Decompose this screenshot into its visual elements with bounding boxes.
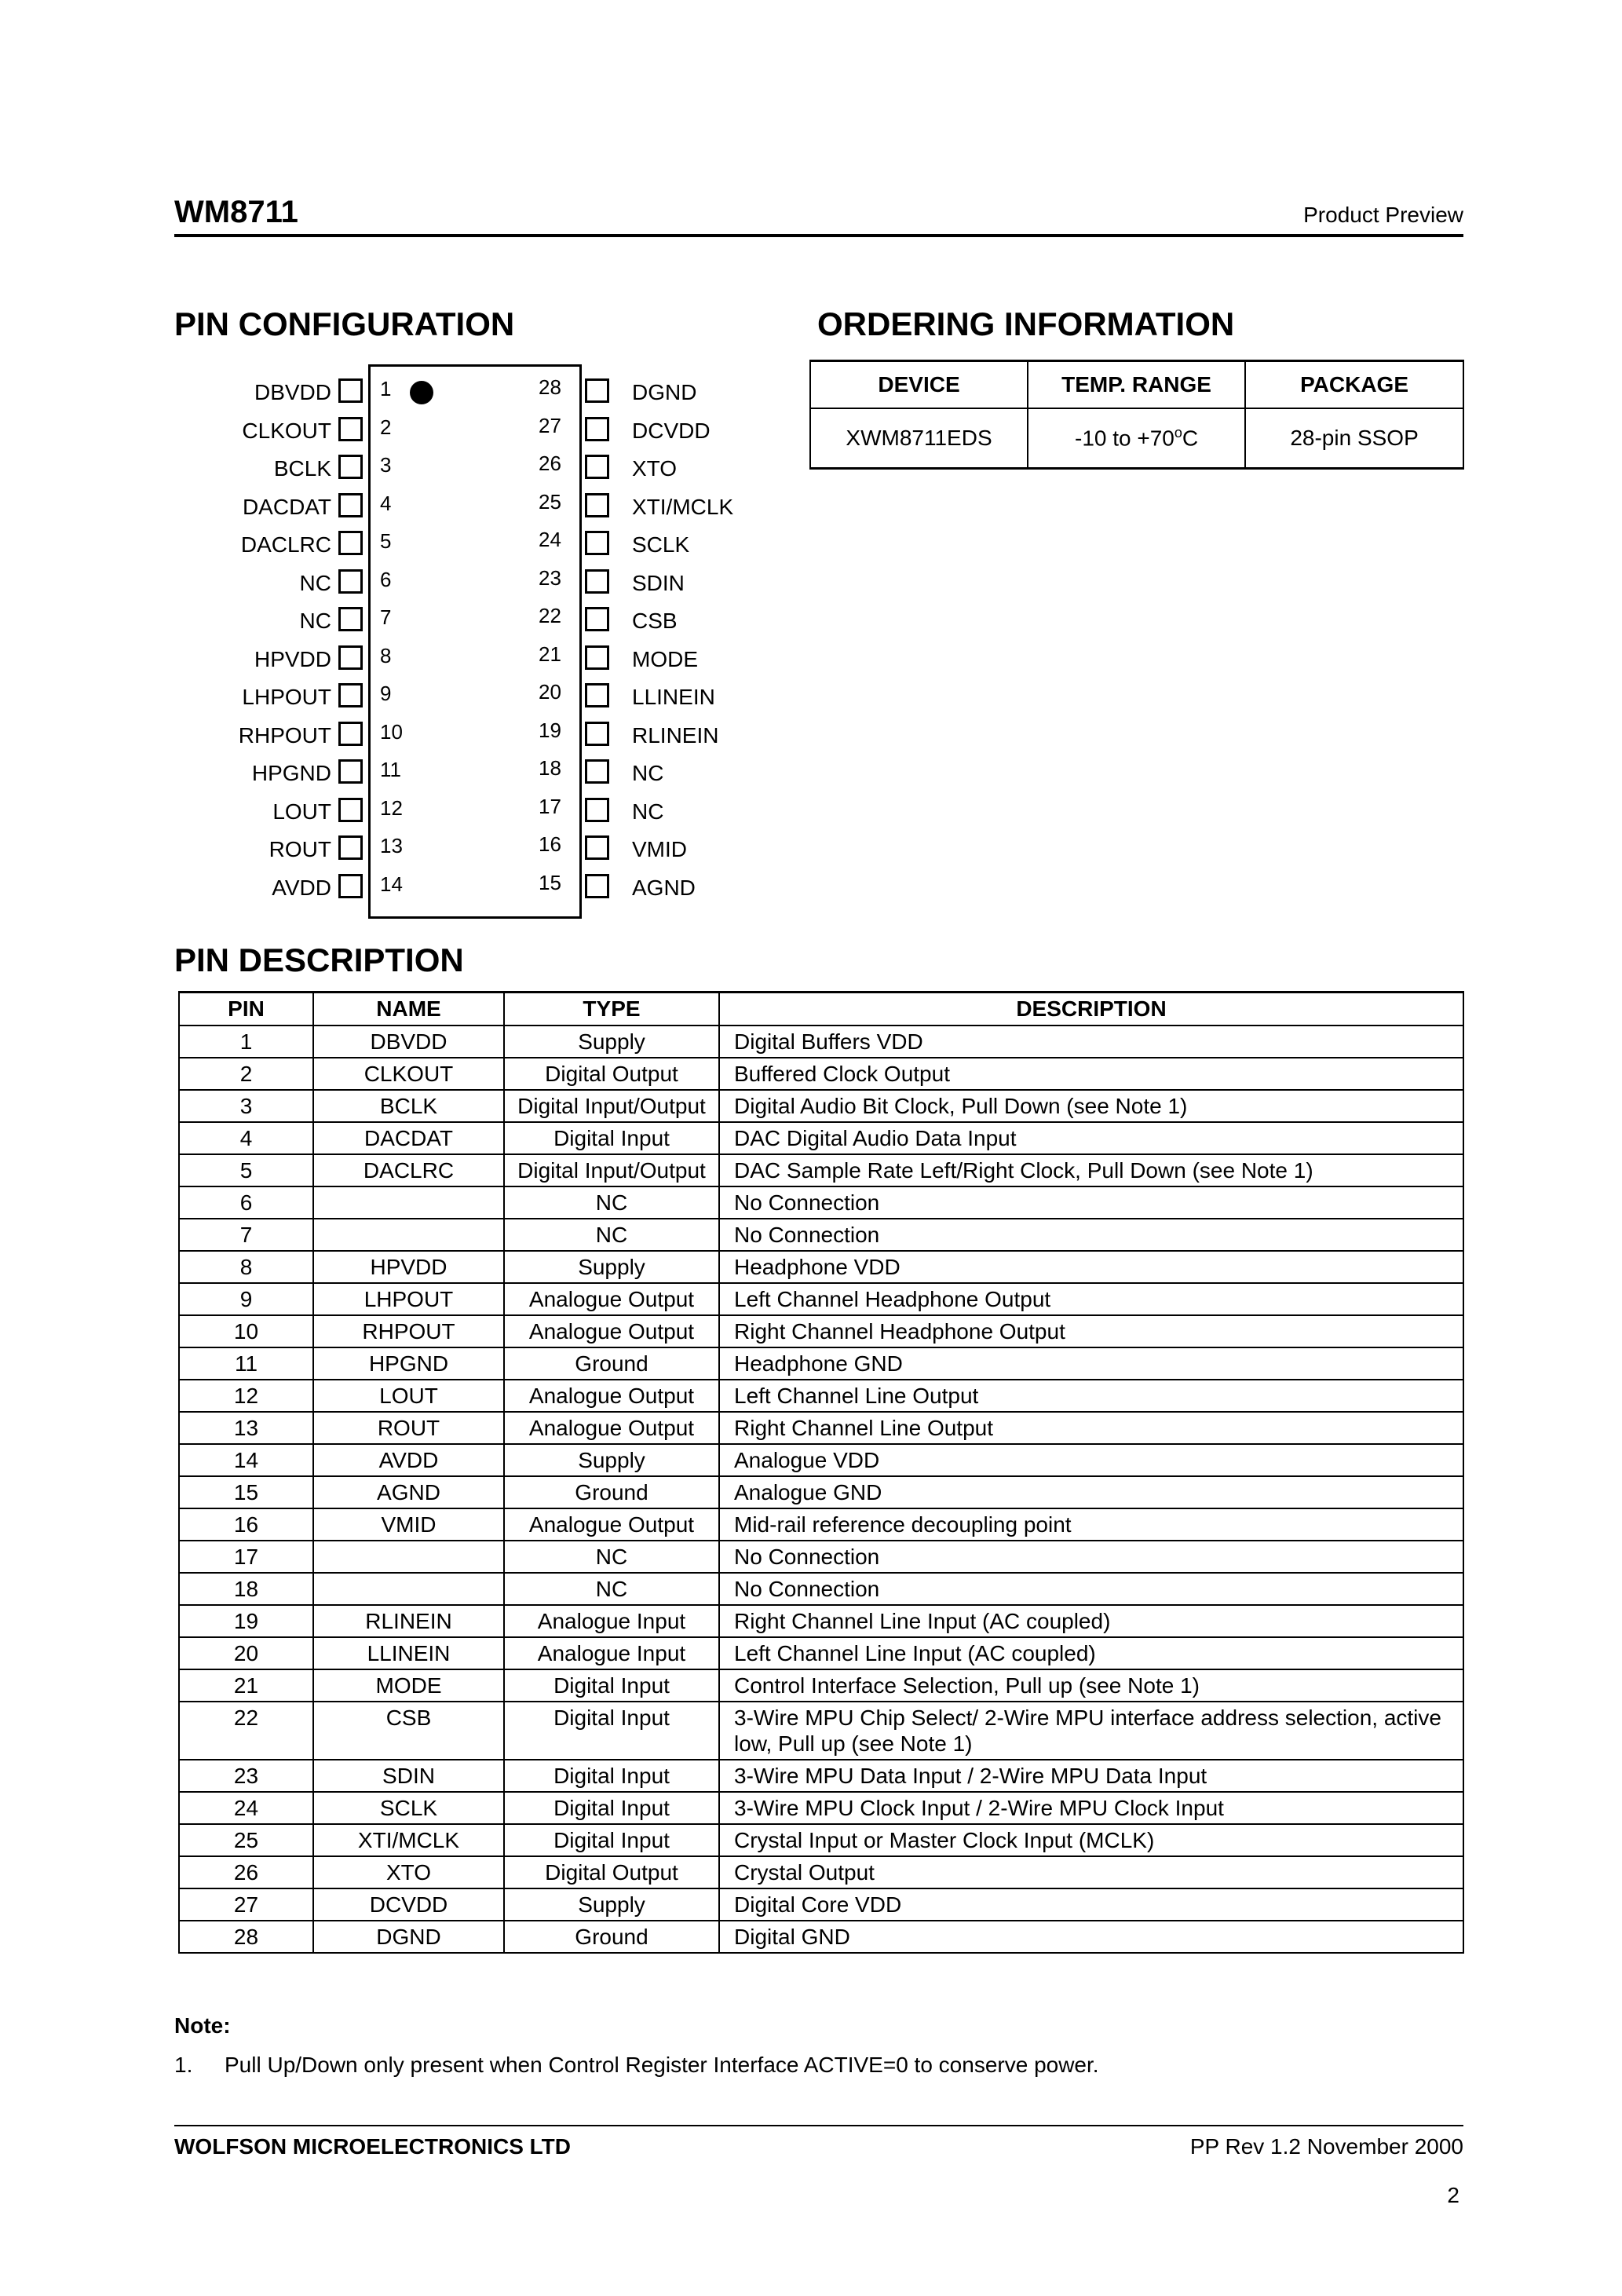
pin-label-left: RHPOUT <box>238 722 331 748</box>
pin-number-cell: 11 <box>179 1347 313 1380</box>
pin-number-cell: 25 <box>179 1824 313 1856</box>
pin-number-left: 12 <box>380 795 403 820</box>
note-number: 1. <box>174 2053 193 2077</box>
footer-divider <box>174 2125 1463 2126</box>
temp-range-unit: C <box>1182 426 1199 451</box>
pin-label-left: DBVDD <box>254 380 331 404</box>
pin-description-cell: Analogue VDD <box>719 1444 1463 1476</box>
pin-number-cell: 2 <box>179 1058 313 1090</box>
col-description: DESCRIPTION <box>719 993 1463 1026</box>
pin-type-cell: Digital Output <box>504 1856 719 1888</box>
pin-pad-left <box>338 378 363 403</box>
pin-description-cell: Buffered Clock Output <box>719 1058 1463 1090</box>
table-row <box>179 1090 1463 1122</box>
pin-label-left: BCLK <box>273 456 331 481</box>
header-divider <box>174 234 1463 237</box>
pin-name-cell: DGND <box>313 1921 504 1953</box>
pin-pad-left <box>338 569 363 594</box>
pin-name-cell <box>313 1186 504 1219</box>
ordering-device: XWM8711EDS <box>810 408 1028 469</box>
pin-description-cell: Headphone VDD <box>719 1251 1463 1283</box>
pin-label-right: XTI/MCLK <box>632 494 734 519</box>
table-row <box>179 1921 1463 1953</box>
pin-pad-left <box>338 874 363 898</box>
table-row <box>179 1637 1463 1669</box>
pin-description-table <box>178 991 1464 1954</box>
pin-name-cell: DACDAT <box>313 1122 504 1154</box>
pin-description-cell: DAC Digital Audio Data Input <box>719 1122 1463 1154</box>
pin-number-cell: 4 <box>179 1122 313 1154</box>
pin-type-cell: Supply <box>504 1888 719 1921</box>
pin-number-cell: 18 <box>179 1573 313 1605</box>
pin-description-cell: Control Interface Selection, Pull up (see Note 1) <box>719 1669 1463 1702</box>
pin-name-cell: SDIN <box>313 1760 504 1792</box>
pin-description-body <box>179 1026 1463 1953</box>
pin-name-cell: AGND <box>313 1476 504 1508</box>
pin-description-cell: Digital Audio Bit Clock, Pull Down (see Note 1) <box>719 1090 1463 1122</box>
ordering-table <box>809 360 1464 470</box>
pin-number-left: 2 <box>380 415 392 439</box>
temp-range-degree: o <box>1174 425 1182 441</box>
pin-description-cell: Left Channel Line Input (AC coupled) <box>719 1637 1463 1669</box>
pin-number-right: 21 <box>539 642 561 666</box>
footer-company: WOLFSON MICROELECTRONICS LTD <box>174 2134 571 2159</box>
pin-name-cell: HPVDD <box>313 1251 504 1283</box>
pin-pad-right <box>585 798 609 822</box>
pin-label-left: NC <box>299 609 331 633</box>
pin-number-left: 13 <box>380 834 403 857</box>
table-row <box>179 1856 1463 1888</box>
table-row <box>179 1380 1463 1412</box>
pin-type-cell: Analogue Output <box>504 1412 719 1444</box>
pin-type-cell: NC <box>504 1186 719 1219</box>
pin-pad-right <box>585 569 609 594</box>
pin-number-cell: 3 <box>179 1090 313 1122</box>
pin-description-cell: Left Channel Line Output <box>719 1380 1463 1412</box>
table-row <box>179 1412 1463 1444</box>
pin-number-left: 11 <box>380 758 401 781</box>
pin-number-cell: 20 <box>179 1637 313 1669</box>
pin-name-cell <box>313 1219 504 1251</box>
pin-description-cell: Digital GND <box>719 1921 1463 1953</box>
table-row <box>179 1824 1463 1856</box>
pin-number-cell: 12 <box>179 1380 313 1412</box>
pin-description-cell: Digital Buffers VDD <box>719 1026 1463 1058</box>
note-label: Note: <box>174 2013 231 2038</box>
pin-pad-right <box>585 874 609 898</box>
pin-number-left: 10 <box>380 719 403 744</box>
pin-number-right: 23 <box>539 565 561 590</box>
pin-pad-left <box>338 835 363 860</box>
pin-number-cell: 28 <box>179 1921 313 1953</box>
pin-pad-right <box>585 683 609 707</box>
pin-description-cell: No Connection <box>719 1219 1463 1251</box>
pin-pad-left <box>338 455 363 479</box>
pin-number-left: 5 <box>380 529 392 553</box>
table-row <box>179 1444 1463 1476</box>
pin-type-cell: Ground <box>504 1921 719 1953</box>
pin-pad-left <box>338 493 363 517</box>
pin-label-right: NC <box>632 799 664 824</box>
pin-label-right: DCVDD <box>632 418 711 443</box>
pin-type-cell: Digital Input <box>504 1760 719 1792</box>
pin-number-left: 9 <box>380 682 392 705</box>
pin-label-left: LHPOUT <box>242 685 331 709</box>
pin-description-cell: DAC Sample Rate Left/Right Clock, Pull Down (see Note 1) <box>719 1154 1463 1186</box>
pin-number-right: 16 <box>539 832 561 856</box>
pin-number-cell: 16 <box>179 1508 313 1541</box>
pin-description-heading: PIN DESCRIPTION <box>174 941 464 978</box>
pin-type-cell: NC <box>504 1541 719 1573</box>
pin-label-left: NC <box>299 570 331 595</box>
pin-number-right: 24 <box>539 528 561 551</box>
pin-number-left: 3 <box>380 453 392 477</box>
pin-number-left: 6 <box>380 567 392 591</box>
pin-label-right: RLINEIN <box>632 722 719 748</box>
pin-name-cell: DACLRC <box>313 1154 504 1186</box>
pin-name-cell: XTO <box>313 1856 504 1888</box>
pin-label-left: AVDD <box>272 875 331 900</box>
pin-label-left: HPVDD <box>254 646 331 671</box>
pin-label-right: LLINEIN <box>632 685 715 709</box>
pin-description-cell: Crystal Input or Master Clock Input (MCLK) <box>719 1824 1463 1856</box>
col-pin: PIN <box>179 993 313 1026</box>
pin-label-left: HPGND <box>251 761 331 785</box>
pin-description-cell: 3-Wire MPU Chip Select/ 2-Wire MPU interface address selection, active low, Pull up (see Note 1) <box>719 1702 1463 1760</box>
col-type: TYPE <box>504 993 719 1026</box>
table-row <box>179 1251 1463 1283</box>
pin-type-cell: Digital Input <box>504 1122 719 1154</box>
table-row <box>179 1476 1463 1508</box>
pin-pad-left <box>338 759 363 784</box>
table-row <box>179 1669 1463 1702</box>
temp-range-value: -10 to +70 <box>1075 426 1174 451</box>
document-status: Product Preview <box>1303 203 1463 227</box>
pin-name-cell: AVDD <box>313 1444 504 1476</box>
pin-configuration-heading: PIN CONFIGURATION <box>174 305 515 342</box>
pin-number-cell: 13 <box>179 1412 313 1444</box>
pin-number-cell: 22 <box>179 1702 313 1760</box>
table-row <box>179 1154 1463 1186</box>
pin-type-cell: Supply <box>504 1251 719 1283</box>
ordering-package: 28-pin SSOP <box>1245 408 1463 469</box>
pin-pad-right <box>585 378 609 403</box>
pin-description-cell: Right Channel Headphone Output <box>719 1315 1463 1347</box>
pin-name-cell: DBVDD <box>313 1026 504 1058</box>
pin-type-cell: Ground <box>504 1476 719 1508</box>
pin-label-right: CSB <box>632 609 678 633</box>
pin-name-cell: HPGND <box>313 1347 504 1380</box>
pin-number-right: 27 <box>539 413 561 437</box>
pin-number-cell: 6 <box>179 1186 313 1219</box>
pin-pad-left <box>338 607 363 631</box>
pin1-marker-dot <box>410 381 433 404</box>
table-row <box>179 1283 1463 1315</box>
table-row <box>179 1122 1463 1154</box>
pin-type-cell: Digital Input/Output <box>504 1154 719 1186</box>
pin-number-right: 18 <box>539 756 561 780</box>
pin-number-right: 20 <box>539 680 561 704</box>
pin-description-header-row <box>179 993 1463 1026</box>
table-row <box>179 1315 1463 1347</box>
pin-pad-right <box>585 493 609 517</box>
pin-name-cell: RHPOUT <box>313 1315 504 1347</box>
pin-description-cell: Crystal Output <box>719 1856 1463 1888</box>
pin-description-cell: Mid-rail reference decoupling point <box>719 1508 1463 1541</box>
document-title: WM8711 <box>174 195 298 229</box>
table-row <box>179 1347 1463 1380</box>
pin-label-left: CLKOUT <box>242 418 331 443</box>
pin-pad-right <box>585 722 609 746</box>
pin-number-right: 19 <box>539 718 561 742</box>
pin-type-cell: Analogue Output <box>504 1315 719 1347</box>
pin-type-cell: Analogue Input <box>504 1605 719 1637</box>
pin-pad-right <box>585 417 609 441</box>
table-row <box>179 1573 1463 1605</box>
pin-number-left: 8 <box>380 643 392 667</box>
ordering-header-row <box>810 361 1463 409</box>
pin-name-cell <box>313 1541 504 1573</box>
pin-number-right: 26 <box>539 452 561 475</box>
pin-type-cell: Analogue Output <box>504 1508 719 1541</box>
pin-number-right: 22 <box>539 604 561 627</box>
pin-pad-left <box>338 683 363 707</box>
pin-type-cell: Digital Input <box>504 1792 719 1824</box>
ordering-row <box>810 408 1463 469</box>
pin-pad-left <box>338 645 363 670</box>
pin-label-left: LOUT <box>272 799 331 824</box>
pin-name-cell: CSB <box>313 1702 504 1760</box>
pin-type-cell: Analogue Input <box>504 1637 719 1669</box>
pin-description-cell: No Connection <box>719 1541 1463 1573</box>
pin-number-left: 1 <box>380 377 392 400</box>
pin-pad-left <box>338 798 363 822</box>
pin-name-cell <box>313 1573 504 1605</box>
pin-label-right: MODE <box>632 646 698 671</box>
pin-number-cell: 10 <box>179 1315 313 1347</box>
table-row <box>179 1058 1463 1090</box>
ordering-information-heading: ORDERING INFORMATION <box>817 305 1235 342</box>
pin-number-left: 14 <box>380 872 403 896</box>
ordering-col-device: DEVICE <box>810 361 1028 409</box>
pin-name-cell: BCLK <box>313 1090 504 1122</box>
pin-name-cell: ROUT <box>313 1412 504 1444</box>
pin-pad-left <box>338 722 363 746</box>
pin-label-right: DGND <box>632 380 697 404</box>
pin-type-cell: Digital Input <box>504 1669 719 1702</box>
pin-type-cell: Ground <box>504 1347 719 1380</box>
pin-description-cell: Headphone GND <box>719 1347 1463 1380</box>
pin-number-right: 15 <box>539 870 561 894</box>
pin-number-cell: 1 <box>179 1026 313 1058</box>
table-row <box>179 1026 1463 1058</box>
pin-label-right: AGND <box>632 875 696 900</box>
pin-number-cell: 21 <box>179 1669 313 1702</box>
pin-label-right: SDIN <box>632 570 685 595</box>
pin-number-cell: 15 <box>179 1476 313 1508</box>
pin-number-cell: 5 <box>179 1154 313 1186</box>
table-row <box>179 1888 1463 1921</box>
pin-pad-right <box>585 531 609 555</box>
pin-type-cell: Supply <box>504 1444 719 1476</box>
table-row <box>179 1605 1463 1637</box>
pin-label-right: NC <box>632 761 664 785</box>
ordering-col-package: PACKAGE <box>1245 361 1463 409</box>
table-row <box>179 1760 1463 1792</box>
table-row <box>179 1702 1463 1760</box>
pin-label-left: DACLRC <box>240 532 331 557</box>
table-row <box>179 1186 1463 1219</box>
pin-number-cell: 8 <box>179 1251 313 1283</box>
pin-number-cell: 9 <box>179 1283 313 1315</box>
page-number: 2 <box>1447 2183 1459 2207</box>
pin-name-cell: CLKOUT <box>313 1058 504 1090</box>
pin-number-cell: 24 <box>179 1792 313 1824</box>
pin-label-right: SCLK <box>632 532 690 557</box>
pin-type-cell: Supply <box>504 1026 719 1058</box>
pin-number-cell: 14 <box>179 1444 313 1476</box>
pin-description-cell: 3-Wire MPU Clock Input / 2-Wire MPU Clock Input <box>719 1792 1463 1824</box>
table-row <box>179 1508 1463 1541</box>
pin-type-cell: Analogue Output <box>504 1380 719 1412</box>
pin-name-cell: VMID <box>313 1508 504 1541</box>
footer-revision: PP Rev 1.2 November 2000 <box>1189 2134 1463 2159</box>
pin-name-cell: DCVDD <box>313 1888 504 1921</box>
pin-pad-right <box>585 455 609 479</box>
pin-number-right: 17 <box>539 794 561 818</box>
pin-description-cell: Digital Core VDD <box>719 1888 1463 1921</box>
pin-label-right: XTO <box>632 456 678 481</box>
pin-number-cell: 27 <box>179 1888 313 1921</box>
pin-description-cell: Right Channel Line Output <box>719 1412 1463 1444</box>
pin-description-cell: 3-Wire MPU Data Input / 2-Wire MPU Data Input <box>719 1760 1463 1792</box>
note-text: Pull Up/Down only present when Control Register Interface ACTIVE=0 to conserve power. <box>225 2053 1099 2077</box>
pin-pad-left <box>338 531 363 555</box>
pin-pad-left <box>338 417 363 441</box>
pin-number-right: 25 <box>539 489 561 514</box>
pin-number-right: 28 <box>539 375 561 399</box>
pin-type-cell: NC <box>504 1573 719 1605</box>
pin-name-cell: RLINEIN <box>313 1605 504 1637</box>
pin-label-left: DACDAT <box>242 494 331 519</box>
pin-number-cell: 17 <box>179 1541 313 1573</box>
pin-pad-right <box>585 607 609 631</box>
pin-description-cell: Left Channel Headphone Output <box>719 1283 1463 1315</box>
pin-type-cell: NC <box>504 1219 719 1251</box>
pin-number-cell: 26 <box>179 1856 313 1888</box>
col-name: NAME <box>313 993 504 1026</box>
pin-type-cell: Digital Input <box>504 1702 719 1760</box>
pin-pad-right <box>585 835 609 860</box>
pin-pad-right <box>585 759 609 784</box>
pin-label-left: ROUT <box>269 837 331 861</box>
ordering-temp-range <box>1028 408 1245 469</box>
pin-number-cell: 19 <box>179 1605 313 1637</box>
table-row <box>179 1792 1463 1824</box>
pin-name-cell: LOUT <box>313 1380 504 1412</box>
ordering-col-temp-range: TEMP. RANGE <box>1028 361 1245 409</box>
pin-label-right: VMID <box>632 837 687 861</box>
pin-description-cell: No Connection <box>719 1573 1463 1605</box>
pin-type-cell: Digital Input/Output <box>504 1090 719 1122</box>
pin-type-cell: Analogue Output <box>504 1283 719 1315</box>
pin-name-cell: XTI/MCLK <box>313 1824 504 1856</box>
pin-pad-right <box>585 645 609 670</box>
pin-number-cell: 7 <box>179 1219 313 1251</box>
pin-name-cell: LLINEIN <box>313 1637 504 1669</box>
pin-type-cell: Digital Input <box>504 1824 719 1856</box>
table-row <box>179 1541 1463 1573</box>
pin-description-cell: Right Channel Line Input (AC coupled) <box>719 1605 1463 1637</box>
pin-type-cell: Digital Output <box>504 1058 719 1090</box>
pin-number-left: 7 <box>380 605 392 629</box>
table-row <box>179 1219 1463 1251</box>
pin-name-cell: LHPOUT <box>313 1283 504 1315</box>
pin-name-cell: SCLK <box>313 1792 504 1824</box>
pin-number-cell: 23 <box>179 1760 313 1792</box>
pin-name-cell: MODE <box>313 1669 504 1702</box>
pin-description-cell: Analogue GND <box>719 1476 1463 1508</box>
pin-number-left: 4 <box>380 491 392 515</box>
pin-description-cell: No Connection <box>719 1186 1463 1219</box>
